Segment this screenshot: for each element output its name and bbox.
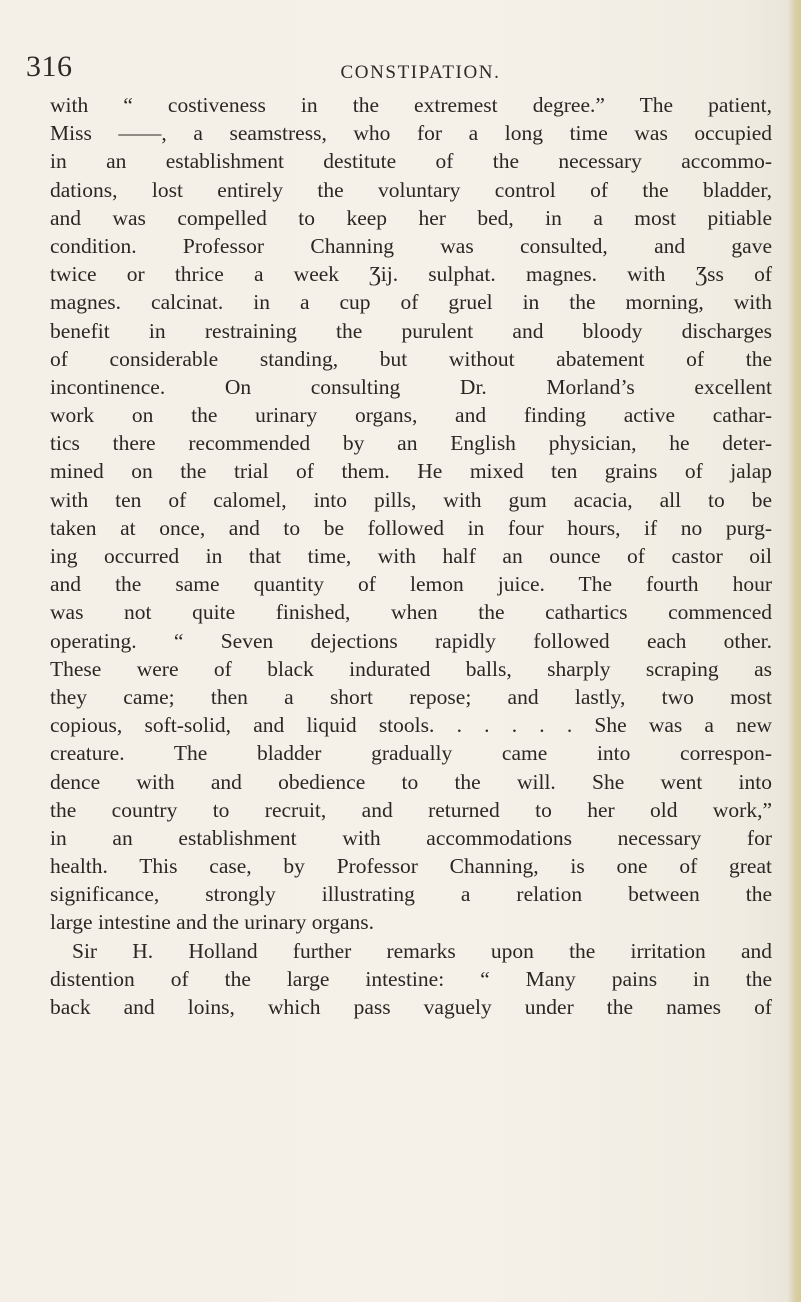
text-line: operating. “ Seven dejections rapidly followed each other. — [50, 628, 772, 653]
text-line: in an establishment with accommodations necessary for — [50, 825, 772, 850]
text-line: large intestine and the urinary organs. — [50, 910, 375, 935]
text-line: tics there recommended by an English physician, he deter- — [50, 431, 772, 456]
text-line: with ten of calomel, into pills, with gum acacia, all to be — [50, 487, 772, 512]
page-number: 316 — [26, 50, 73, 83]
text-line: the country to recruit, and returned to her old work,” — [50, 797, 772, 822]
page-header — [0, 50, 801, 90]
text-line: taken at once, and to be followed in four hours, if no purg- — [50, 515, 772, 540]
text-line: distention of the large intestine: “ Many pains in the — [50, 966, 772, 991]
text-line: twice or thrice a week Ʒij. sulphat. magnes. with Ʒss of — [50, 262, 772, 287]
text-line: health. This case, by Professor Channing, is one of great — [50, 854, 772, 879]
text-line: Miss ——, a seamstress, who for a long time was occupied — [50, 121, 772, 146]
text-line: and the same quantity of lemon juice. The fourth hour — [50, 572, 772, 597]
text-line: dations, lost entirely the voluntary control of the bladder, — [50, 177, 772, 202]
text-line: creature. The bladder gradually came into correspon- — [50, 741, 772, 766]
text-line: Sir H. Holland further remarks upon the irritation and — [72, 938, 772, 963]
body-text — [50, 91, 772, 1021]
page-edge-shadow — [787, 0, 801, 1302]
text-line: dence with and obedience to the will. She went into — [50, 769, 772, 794]
text-line: copious, soft-solid, and liquid stools. . . . . . She was a new — [50, 713, 772, 738]
text-line: and was compelled to keep her bed, in a most pitiable — [50, 205, 772, 230]
text-line: of considerable standing, but without abatement of the — [50, 346, 772, 371]
text-line: they came; then a short repose; and lastly, two most — [50, 684, 772, 709]
text-line: with “ costiveness in the extremest degree.” The patient, — [50, 93, 772, 117]
text-line: back and loins, which pass vaguely under the names of — [50, 995, 772, 1019]
text-line: ing occurred in that time, with half an ounce of castor oil — [50, 544, 772, 568]
text-line: incontinence. On consulting Dr. Morland’s excellent — [50, 374, 772, 399]
text-line: mined on the trial of them. He mixed ten grains of jalap — [50, 459, 772, 484]
running-head: CONSTIPATION. — [340, 62, 501, 83]
text-line: benefit in restraining the purulent and bloody discharges — [50, 318, 772, 343]
text-line: in an establishment destitute of the necessary accommo- — [50, 149, 772, 174]
text-line: work on the urinary organs, and finding active cathar- — [50, 403, 772, 428]
text-line: magnes. calcinat. in a cup of gruel in the morning, with — [50, 290, 772, 315]
text-line: was not quite finished, when the cathartics commenced — [50, 600, 772, 625]
text-line: condition. Professor Channing was consulted, and gave — [50, 233, 772, 258]
text-line: significance, strongly illustrating a relation between the — [50, 882, 772, 907]
text-line: These were of black indurated balls, sharply scraping as — [50, 656, 772, 681]
